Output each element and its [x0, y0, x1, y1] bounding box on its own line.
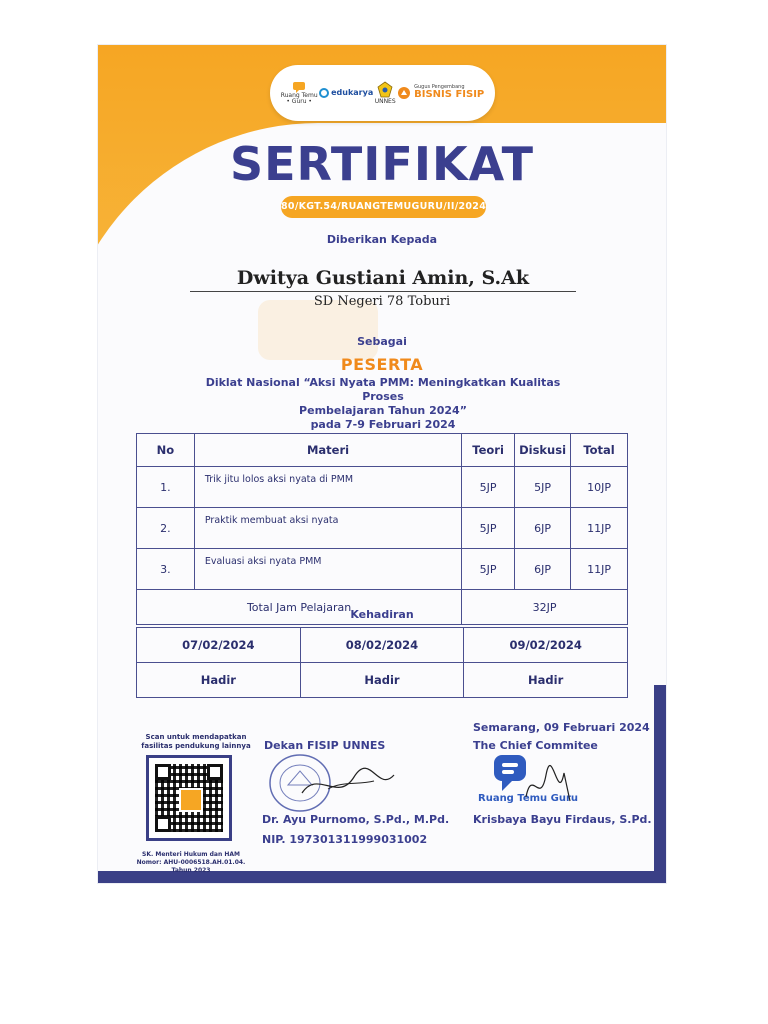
bisnis-fisip-icon [397, 86, 411, 100]
table-row [137, 508, 628, 549]
row-materi: Trik jitu lolos aksi nyata di PMM [194, 467, 461, 508]
materials-table [136, 433, 628, 625]
table-header-row [137, 434, 628, 467]
dean-signature [298, 763, 398, 803]
ruangtemu-logo-line2: • Guru • [286, 98, 312, 105]
qr-center-logo [179, 788, 203, 812]
bisnis-fisip-subtitle: Gugus Pengembang [414, 84, 465, 91]
as-label: Sebagai [357, 335, 407, 348]
event-line-2: Pembelajaran Tahun 2024” [299, 404, 467, 417]
dean-name: Dr. Ayu Purnomo, S.Pd., M.Pd. [262, 813, 450, 826]
total-label: Total Jam Pelajaran [137, 590, 462, 625]
header-teori: Teori [462, 434, 515, 467]
certificate [98, 45, 666, 883]
row-no: 2. [137, 508, 195, 549]
ruangtemu-logo [281, 81, 318, 106]
qr-pattern [155, 764, 223, 832]
chief-logo-text: Ruang Temu Guru [478, 793, 578, 804]
qr-caption: Scan untuk mendapatkan fasilitas pendukung lainnya [141, 733, 251, 750]
row-diskusi: 5JP [515, 467, 571, 508]
attendance-table [136, 627, 628, 698]
chief-name: Krisbaya Bayu Firdaus, S.Pd. [473, 813, 652, 826]
recipient-name: Dwitya Gustiani Amin, S.Ak [190, 267, 576, 292]
qr-finder-pattern [155, 816, 171, 832]
row-no: 3. [137, 549, 195, 590]
row-diskusi: 6JP [515, 508, 571, 549]
dean-label: Dekan FISIP UNNES [264, 739, 386, 752]
qr-finder-pattern [155, 764, 171, 780]
attendance-date: 07/02/2024 [137, 628, 301, 663]
row-total: 11JP [571, 508, 628, 549]
attendance-status: Hadir [137, 663, 301, 698]
committee-title: The Chief Commitee [473, 739, 598, 752]
right-navy-band [654, 685, 666, 883]
header-no: No [137, 434, 195, 467]
legal-note: SK. Menteri Hukum dan HAM Nomor: AHU-0006518.AH.01.04. Tahun 2023 [136, 851, 246, 874]
row-total: 11JP [571, 549, 628, 590]
row-diskusi: 6JP [515, 549, 571, 590]
bisnis-fisip-title: BISNIS FISIP [414, 89, 485, 101]
edukarya-logo-text: edukarya [331, 87, 374, 97]
row-no: 1. [137, 467, 195, 508]
header-total: Total [571, 434, 628, 467]
chief-signature [518, 757, 578, 817]
table-row [137, 549, 628, 590]
qr-finder-pattern [207, 764, 223, 780]
certificate-number: 80/KGT.54/RUANGTEMUGURU/II/2024 [281, 196, 486, 218]
watermark-logo [258, 300, 378, 360]
place-and-date: Semarang, 09 Februari 2024 [473, 721, 650, 734]
row-teori: 5JP [462, 467, 515, 508]
attendance-label: Kehadiran [350, 608, 414, 621]
attendance-status: Hadir [300, 663, 464, 698]
recipient-school: SD Negeri 78 Toburi [313, 294, 451, 309]
ruangtemu-logo-line1: Ruang Temu [280, 91, 318, 99]
certificate-title: SERTIFIKAT [230, 137, 534, 191]
qr-code[interactable] [146, 755, 232, 841]
event-line-1: Diklat Nasional “Aksi Nyata PMM: Meningkatkan Kualitas Proses [205, 376, 561, 403]
attendance-date: 08/02/2024 [300, 628, 464, 663]
role-label: PESERTA [340, 355, 424, 374]
header-diskusi: Diskusi [515, 434, 571, 467]
bisnis-fisip-logo [397, 85, 484, 101]
table-row [137, 467, 628, 508]
edukarya-icon [319, 88, 329, 98]
given-to-label: Diberikan Kepada [326, 233, 438, 246]
attendance-date-row [137, 628, 628, 663]
header-materi: Materi [194, 434, 461, 467]
row-materi: Evaluasi aksi nyata PMM [194, 549, 461, 590]
row-materi: Praktik membuat aksi nyata [194, 508, 461, 549]
unnes-emblem-icon [376, 81, 394, 99]
unnes-logo-text: UNNES [374, 97, 396, 105]
unnes-logo [375, 81, 396, 105]
row-total: 10JP [571, 467, 628, 508]
attendance-status-row [137, 663, 628, 698]
attendance-date: 09/02/2024 [464, 628, 628, 663]
event-description [188, 376, 578, 432]
row-teori: 5JP [462, 549, 515, 590]
attendance-status: Hadir [464, 663, 628, 698]
row-teori: 5JP [462, 508, 515, 549]
partner-logos [270, 65, 495, 121]
total-value: 32JP [462, 590, 628, 625]
event-line-3: pada 7-9 Februari 2024 [310, 418, 456, 431]
edukarya-logo [319, 88, 373, 98]
dean-nip: NIP. 197301311999031002 [262, 833, 428, 846]
ruangtemu-icon [292, 81, 306, 93]
